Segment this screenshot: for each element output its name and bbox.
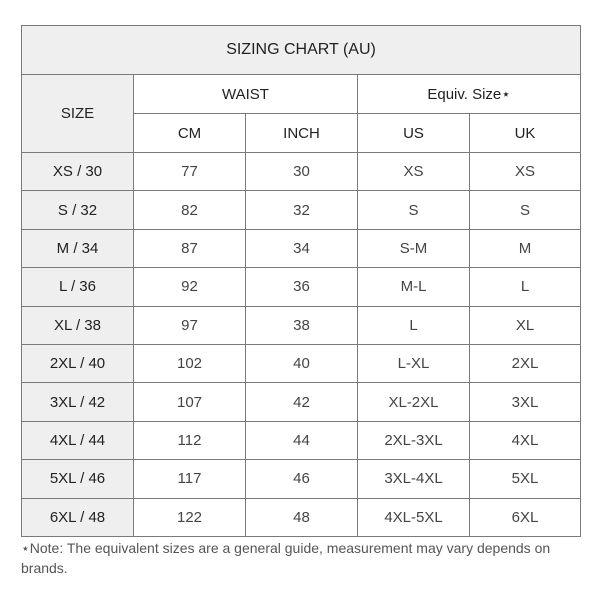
size-cell: S / 32 [22,191,134,229]
us-header: US [358,114,470,153]
uk-cell: 2XL [470,344,581,382]
table-row [22,460,581,498]
inch-cell: 46 [246,460,358,498]
size-cell: 5XL / 46 [22,460,134,498]
cm-cell: 77 [134,153,246,191]
us-cell: XS [358,153,470,191]
cm-cell: 97 [134,306,246,344]
uk-header: UK [470,114,581,153]
waist-header: WAIST [134,75,358,114]
inch-cell: 34 [246,229,358,267]
size-cell: XL / 38 [22,306,134,344]
cm-cell: 117 [134,460,246,498]
uk-cell: L [470,268,581,306]
sizing-chart-table [21,25,581,537]
chart-title: SIZING CHART (AU) [22,26,581,75]
us-cell: 4XL-5XL [358,498,470,536]
table-row [22,383,581,421]
uk-cell: M [470,229,581,267]
table-row [22,498,581,536]
cm-cell: 107 [134,383,246,421]
cm-cell: 122 [134,498,246,536]
size-column-header: SIZE [22,75,134,153]
inch-cell: 42 [246,383,358,421]
table-row [22,229,581,267]
size-cell: 6XL / 48 [22,498,134,536]
equiv-size-header: Equiv. Size⋆ [358,75,581,114]
us-cell: L-XL [358,344,470,382]
us-cell: M-L [358,268,470,306]
uk-cell: S [470,191,581,229]
uk-cell: 3XL [470,383,581,421]
us-cell: S [358,191,470,229]
cm-cell: 92 [134,268,246,306]
uk-cell: 6XL [470,498,581,536]
inch-cell: 38 [246,306,358,344]
cm-cell: 87 [134,229,246,267]
cm-cell: 112 [134,421,246,459]
us-cell: 2XL-3XL [358,421,470,459]
inch-cell: 48 [246,498,358,536]
uk-cell: 4XL [470,421,581,459]
size-cell: M / 34 [22,229,134,267]
inch-cell: 36 [246,268,358,306]
uk-cell: XS [470,153,581,191]
inch-cell: 30 [246,153,358,191]
table-row [22,191,581,229]
size-cell: 2XL / 40 [22,344,134,382]
table-row [22,421,581,459]
table-row [22,268,581,306]
us-cell: S-M [358,229,470,267]
cm-header: CM [134,114,246,153]
inch-cell: 40 [246,344,358,382]
footnote: ⋆Note: The equivalent sizes are a general guide, measurement may vary depends on brands. [21,540,551,576]
cm-cell: 82 [134,191,246,229]
table-row [22,344,581,382]
us-cell: XL-2XL [358,383,470,421]
table-row [22,153,581,191]
inch-cell: 44 [246,421,358,459]
table-row [22,306,581,344]
cm-cell: 102 [134,344,246,382]
size-cell: 3XL / 42 [22,383,134,421]
us-cell: 3XL-4XL [358,460,470,498]
size-cell: 4XL / 44 [22,421,134,459]
uk-cell: XL [470,306,581,344]
inch-header: INCH [246,114,358,153]
size-cell: L / 36 [22,268,134,306]
inch-cell: 32 [246,191,358,229]
us-cell: L [358,306,470,344]
uk-cell: 5XL [470,460,581,498]
size-cell: XS / 30 [22,153,134,191]
